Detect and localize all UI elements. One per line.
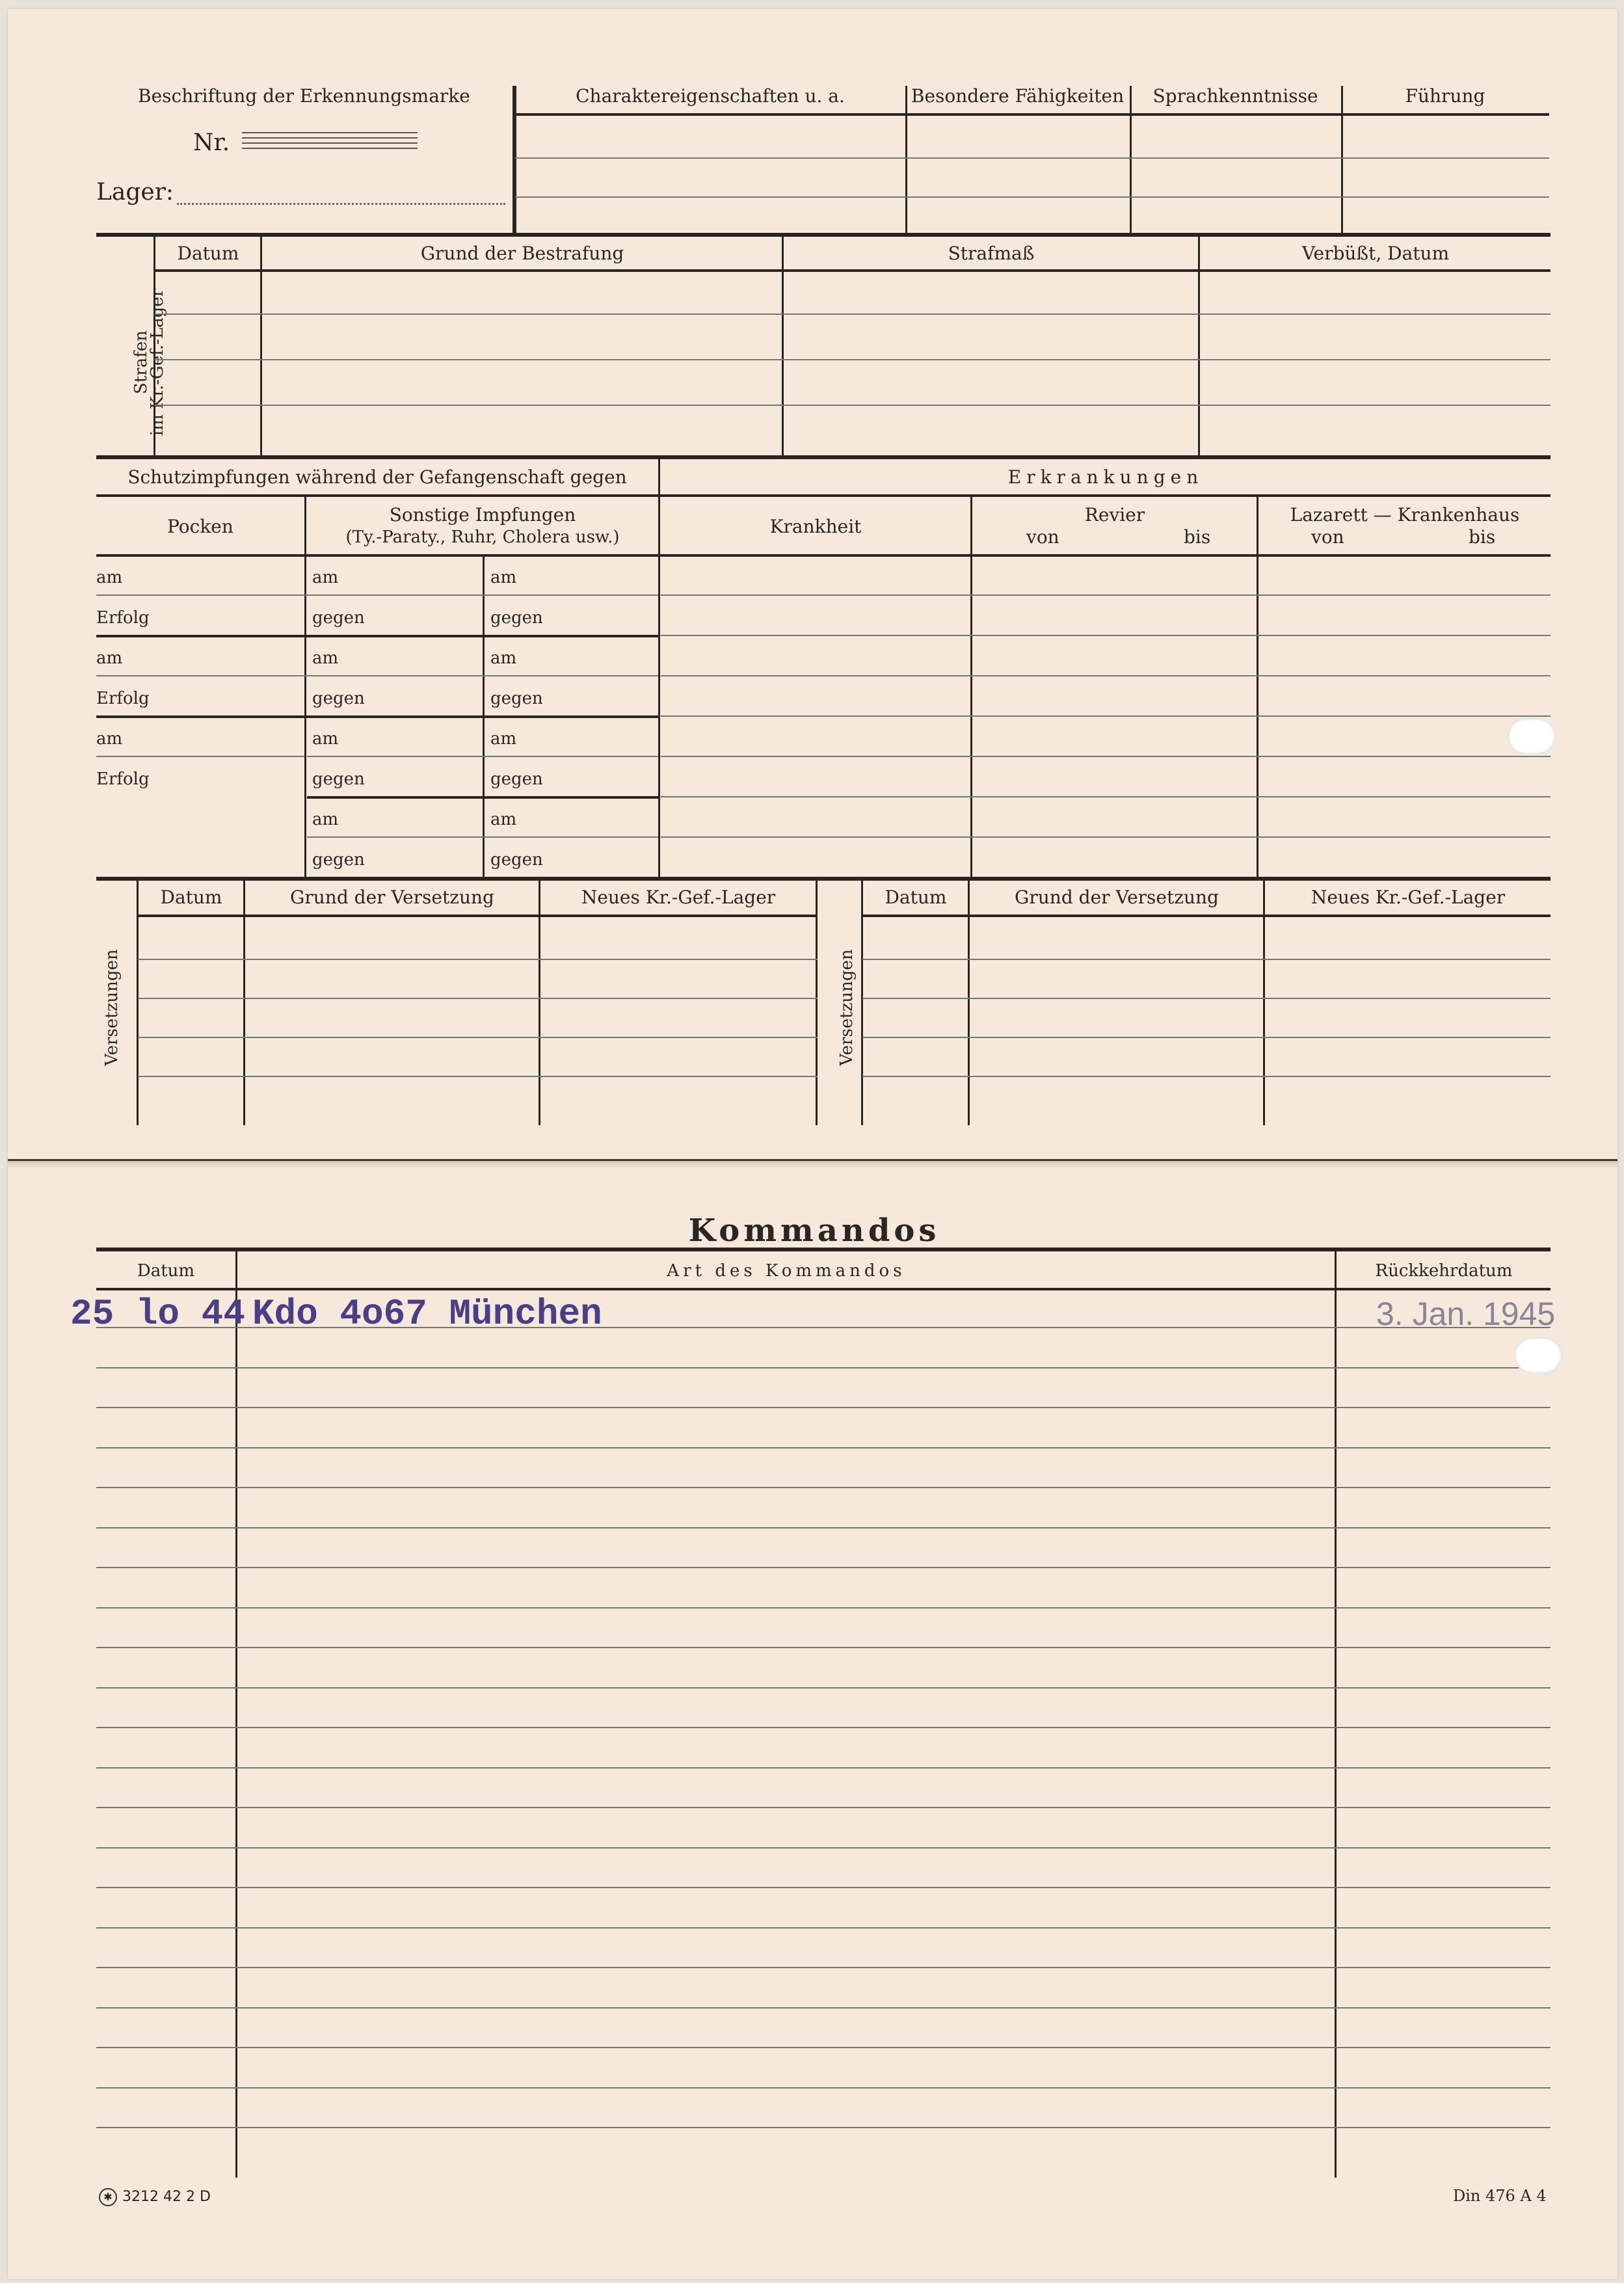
impf-a-am-3: am: [312, 729, 339, 749]
rule: [138, 915, 818, 917]
rule: [307, 836, 658, 838]
impf-b-gegen-1: gegen: [490, 608, 543, 628]
divider: [539, 881, 540, 1125]
pocken-am-3: am: [96, 729, 123, 749]
kommando-row-line: [96, 1527, 1551, 1529]
erkrankungen-title: Erkrankungen: [1007, 466, 1204, 488]
rule: [155, 269, 1551, 272]
kommando-row-line: [96, 2087, 1551, 2089]
rule: [96, 455, 1551, 459]
impf-a-gegen-4: gegen: [312, 850, 365, 870]
divider: [512, 86, 516, 237]
pocken-erfolg-2: Erfolg: [96, 689, 150, 708]
kommando-row-line: [96, 1607, 1551, 1609]
strafen-side-label-1: Strafen: [131, 330, 151, 394]
strafen-header-datum: Datum: [177, 243, 239, 264]
kommando-row-line: [96, 1767, 1551, 1769]
rule: [661, 756, 1551, 757]
rule: [661, 836, 1551, 838]
kommando-row-line: [96, 1927, 1551, 1929]
entry-kdo-stamp: Kdo 4o67 München: [252, 1293, 602, 1335]
vers-r-header-grund: Grund der Versetzung: [1015, 887, 1219, 908]
impf-a-gegen-1: gegen: [312, 608, 365, 628]
rule: [862, 1076, 1551, 1077]
strafen-header-grund: Grund der Bestrafung: [420, 243, 624, 264]
revier-von: von: [1026, 526, 1059, 548]
kommando-row-line: [96, 1487, 1551, 1488]
rule: [661, 594, 1551, 596]
strafen-header-verbuesst: Verbüßt, Datum: [1301, 243, 1450, 264]
impf-a-am-2: am: [312, 648, 339, 668]
din-label: Din 476 A 4: [1453, 2187, 1547, 2205]
rule: [96, 1248, 1551, 1251]
print-code: 3212 42 2 D: [122, 2189, 211, 2205]
sonstige-header-1: Sonstige Impfungen: [389, 504, 576, 526]
kommando-row-line: [96, 2127, 1551, 2128]
impf-title: Schutzimpfungen während der Gefangenschaft gegen: [127, 466, 627, 488]
rule: [307, 796, 658, 799]
impf-b-am-4: am: [490, 810, 517, 829]
vers-l-header-grund: Grund der Versetzung: [290, 887, 494, 908]
pocken-am-2: am: [96, 648, 123, 668]
rule: [96, 594, 658, 596]
impf-b-am-2: am: [490, 648, 517, 668]
impf-a-am-4: am: [312, 810, 339, 829]
record-card: [8, 9, 1617, 2279]
header-faehigkeiten: Besondere Fähigkeiten: [911, 85, 1125, 107]
rule: [862, 915, 1551, 917]
rule: [138, 1037, 818, 1038]
lager-dotted-line: [177, 203, 505, 205]
divider: [861, 881, 863, 1125]
kommando-row-line: [96, 1967, 1551, 1968]
rule: [661, 635, 1551, 636]
punch-hole: [1514, 1337, 1562, 1374]
divider: [137, 881, 139, 1125]
strafen-header-strafmass: Strafmaß: [948, 243, 1035, 264]
vers-l-header-lager: Neues Kr.-Gef.-Lager: [581, 887, 776, 908]
rule: [96, 756, 304, 757]
divider: [243, 881, 245, 1125]
lazarett-bis: bis: [1469, 526, 1496, 548]
impf-a-gegen-3: gegen: [312, 769, 365, 789]
tag-label: Beschriftung der Erkennungsmarke: [138, 85, 470, 107]
kommando-row-line: [96, 2007, 1551, 2009]
strafen-side-label-2: im Kr.-Gef.-Lager: [148, 288, 167, 436]
kommandos-header-datum: Datum: [137, 1261, 195, 1281]
rule: [515, 196, 1549, 198]
vers-l-header-datum: Datum: [160, 887, 222, 908]
rule: [96, 877, 1551, 881]
impf-b-am-1: am: [490, 568, 517, 587]
rule: [96, 494, 1551, 497]
divider: [968, 881, 970, 1125]
impf-b-am-3: am: [490, 729, 517, 749]
rule: [862, 959, 1551, 960]
impf-b-gegen-4: gegen: [490, 850, 543, 870]
kommando-row-line: [96, 1647, 1551, 1648]
divider: [658, 459, 660, 879]
divider: [1341, 86, 1343, 234]
header-sprachen: Sprachkenntnisse: [1152, 85, 1318, 107]
rule: [155, 405, 1551, 406]
rule: [96, 715, 658, 718]
print-mark-icon: ✱: [99, 2188, 117, 2206]
rule: [138, 1076, 818, 1077]
kommando-row-line: [96, 1847, 1551, 1849]
entry-return-stamp: 3. Jan. 1945: [1376, 1296, 1556, 1332]
impf-b-gegen-2: gegen: [490, 689, 543, 708]
kommando-row-line: [96, 1447, 1551, 1449]
divider: [905, 86, 907, 234]
pocken-erfolg-1: Erfolg: [96, 608, 150, 628]
kommando-row-line: [96, 1727, 1551, 1728]
divider: [1263, 881, 1265, 1125]
rule: [661, 796, 1551, 797]
rule: [138, 998, 818, 999]
fold-line: [8, 1159, 1617, 1168]
rule: [661, 675, 1551, 676]
divider: [1335, 1251, 1337, 2178]
punch-hole: [1508, 718, 1556, 754]
divider: [483, 557, 485, 879]
header-fuehrung: Führung: [1405, 85, 1485, 107]
sonstige-header-2: (Ty.-Paraty., Ruhr, Cholera usw.): [345, 527, 620, 547]
kommando-row-line: [96, 2047, 1551, 2048]
vers-r-header-lager: Neues Kr.-Gef.-Lager: [1311, 887, 1506, 908]
kommando-row-line: [96, 1807, 1551, 1808]
divider: [235, 1251, 237, 2178]
rule: [155, 314, 1551, 315]
kommandos-title: Kommandos: [688, 1212, 940, 1249]
rule: [155, 359, 1551, 360]
vers-r-header-datum: Datum: [885, 887, 947, 908]
kommando-row-line: [96, 1687, 1551, 1689]
versetzungen-side-label-left: Versetzungen: [102, 949, 122, 1066]
rule: [96, 554, 1551, 557]
rule: [862, 998, 1551, 999]
kommandos-header-rueckkehr: Rückkehrdatum: [1375, 1261, 1513, 1281]
revier-header: Revier: [1084, 504, 1145, 526]
pocken-am-1: am: [96, 568, 123, 587]
rule: [661, 715, 1551, 717]
rule: [96, 1288, 1551, 1290]
kommando-row-line: [96, 1887, 1551, 1888]
divider: [1130, 86, 1132, 234]
header-charakter: Charaktereigenschaften u. a.: [576, 85, 845, 107]
rule: [307, 756, 658, 757]
impf-b-gegen-3: gegen: [490, 769, 543, 789]
divider: [816, 881, 818, 1125]
lager-label: Lager:: [96, 179, 174, 206]
entry-date-stamp: 25 lo 44: [70, 1293, 245, 1335]
kommando-row-line: [96, 1367, 1551, 1368]
rule: [862, 1037, 1551, 1038]
lazarett-header: Lazarett — Krankenhaus: [1290, 504, 1520, 526]
pocken-erfolg-3: Erfolg: [96, 769, 150, 789]
revier-bis: bis: [1184, 526, 1211, 548]
rule: [515, 157, 1549, 159]
nr-label: Nr.: [193, 129, 230, 156]
kommando-row-line: [96, 1567, 1551, 1568]
rule: [96, 635, 658, 637]
rule: [96, 675, 658, 676]
impf-a-gegen-2: gegen: [312, 689, 365, 708]
pocken-header: Pocken: [167, 516, 233, 537]
krankheit-header: Krankheit: [769, 516, 862, 537]
impf-a-am-1: am: [312, 568, 339, 587]
versetzungen-side-label-right: Versetzungen: [837, 949, 857, 1066]
lazarett-von: von: [1311, 526, 1344, 548]
rule: [138, 959, 818, 960]
kommando-row-line: [96, 1407, 1551, 1408]
nr-lines: [242, 129, 418, 149]
rule: [515, 113, 1549, 116]
rule: [96, 233, 1551, 237]
kommandos-header-art: Art des Kommandos: [667, 1261, 906, 1281]
